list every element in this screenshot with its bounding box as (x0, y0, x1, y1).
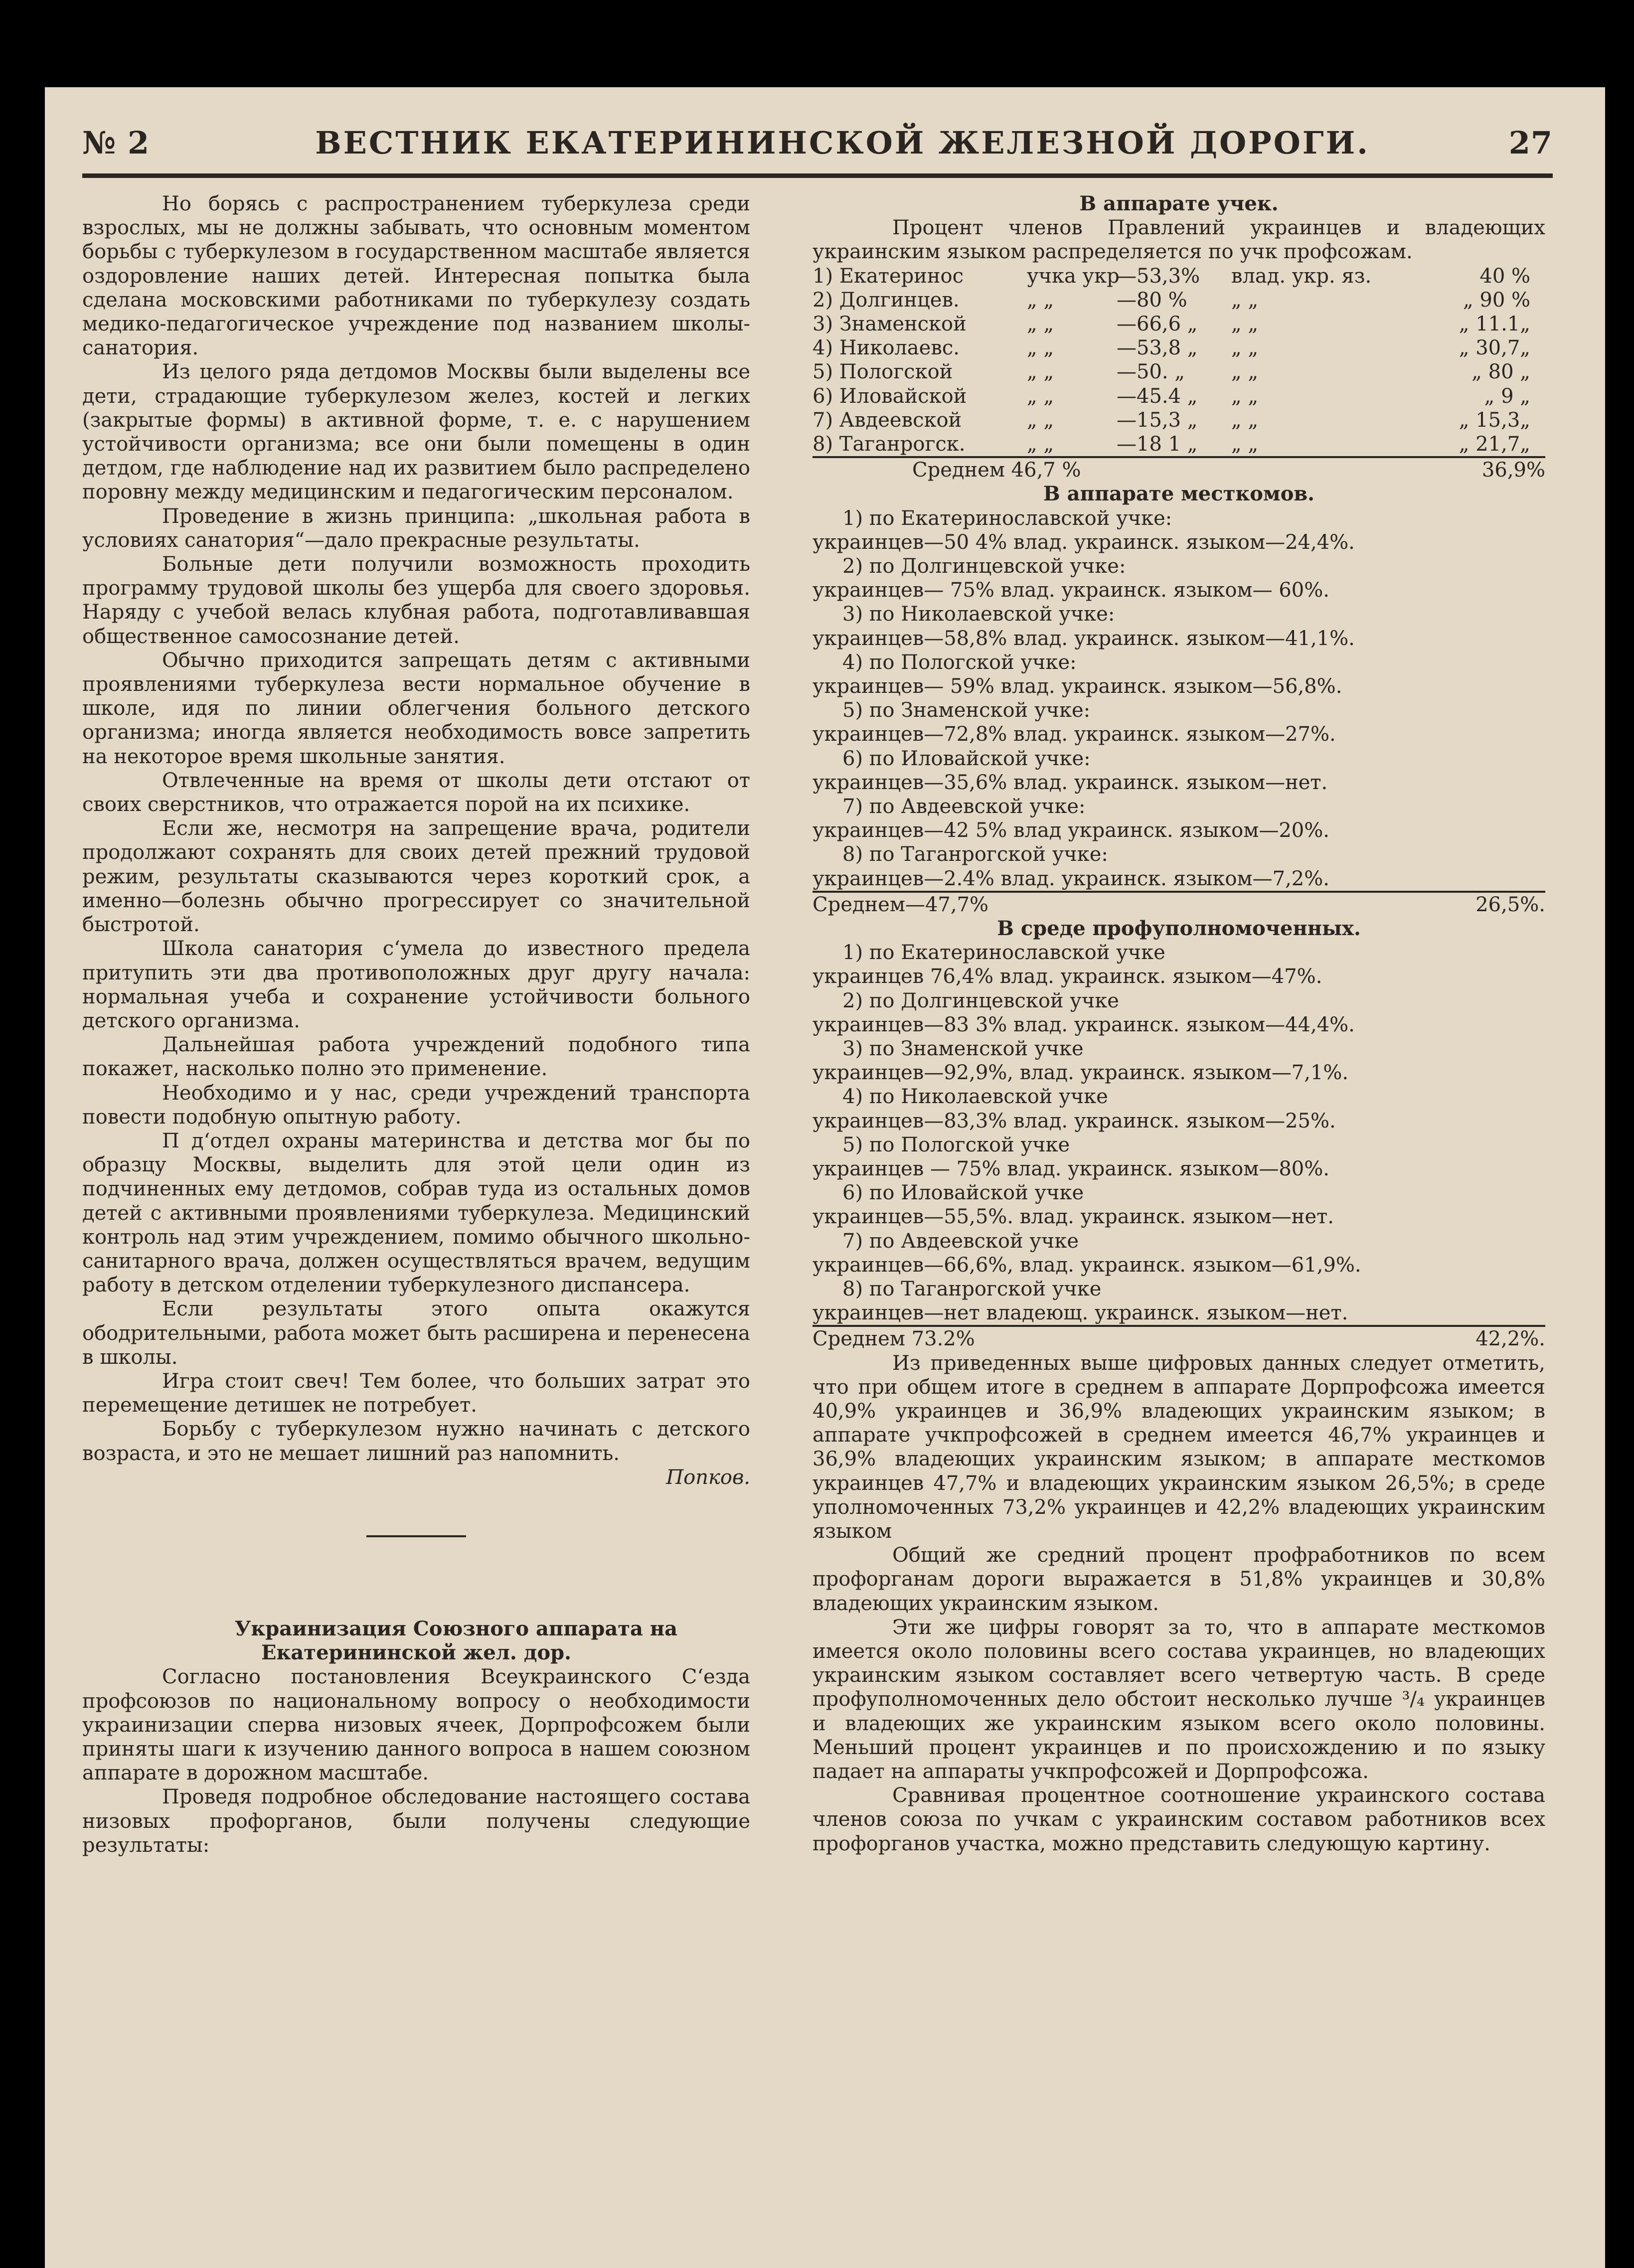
table-row (813, 312, 1545, 336)
list-item-line: украинцев—66,6%, влад. украинск. языком—61,9%. (813, 1253, 1361, 1277)
mestkom-avg-right: 26,5%. (1475, 893, 1545, 916)
table-cell: 3) Знаменской (813, 312, 967, 335)
table-cell: „ „ (1027, 336, 1054, 360)
article-paragraph: Обычно приходится запрещать детям с активными проявлениями туберкулеза вести нормальное обучение в школе, идя по линии облегчения больного детского организма; иногда является необходимость вовсе запретить на некоторое время школьные занятия. (82, 648, 750, 768)
article-paragraph: Проведя подробное обследование настоящего состава низовых профорганов, были получены следующие результаты: (82, 1785, 750, 1857)
table-row (813, 432, 1545, 456)
list-item-line: украинцев—2.4% влад. украинск. языком—7,2%. (813, 867, 1329, 890)
list-item-title: 3) по Знаменской учке (842, 1037, 1084, 1060)
list-item-line: украинцев 76,4% влад. украинск. языком—47%. (813, 965, 1322, 988)
table-cell: —50. „ (1117, 360, 1185, 384)
table-cell: „ „ (1231, 288, 1259, 312)
conclusion-paragraph: Из приведенных выше цифровых данных следует отметить, что при общем итоге в среднем в аппарате Дорпрофсожа имеется 40,9% украинцев и 36,9% владеющих украинским языком; в аппарате учкпрофсожей в среднем имеется 46,7% украинцев и 36,9% владеющих украинским языком; в аппарате месткомов украинцев 47,7% и владеющих украинским языком 26,5%; в среде уполномоченных 73,2% украинцев и 42,2% владеющих украинским языком (813, 1351, 1545, 1543)
table-cell: „ „ (1231, 312, 1259, 335)
list-item-title: 4) по Пологской учке: (842, 650, 1077, 674)
conclusion-paragraph: Общий же средний процент профработников по всем профорганам дороги выражается в 51,8% украинцев и 30,8% владеющих украинским языком. (813, 1544, 1545, 1615)
table-cell: —15,3 „ (1117, 408, 1198, 432)
right-column (813, 192, 1545, 1856)
list-item-title: 6) по Иловайской учке: (842, 747, 1091, 770)
table-cell: 4) Николаевс. (813, 336, 960, 360)
uchek-intro: Процент членов Правлений украинцев и владеющих украинским языком распределяется по учк профсожам. (813, 216, 1545, 264)
article-paragraph: Проведение в жизнь принципа: „школьная работа в условиях санатория“—дало прекрасные результаты. (82, 504, 750, 552)
table-row (813, 408, 1545, 432)
list-item-line: украинцев— 59% влад. украинск. языком—56,8%. (813, 674, 1342, 698)
table-cell: 1) Екатеринос (813, 264, 964, 288)
article-paragraph: Больные дети получили возможность проходить программу трудовой школы без ущерба для своего здоровья. Наряду с учебой велась клубная работа, подготавливавшая общественное самосознание детей. (82, 553, 750, 648)
list-item-line: украинцев—нет владеющ. украинск. языком—нет. (813, 1301, 1348, 1325)
issue-number: № 2 (82, 125, 150, 161)
list-item-title: 1) по Екатеринославской учке: (842, 506, 1172, 530)
uchek-avg-left: Среднем 46,7 % (912, 459, 1081, 482)
list-item-line: украинцев—72,8% влад. украинск. языком—27%. (813, 723, 1336, 746)
list-item-line: украинцев — 75% влад. украинск. языком—80%. (813, 1157, 1329, 1180)
article-paragraph: Отвлеченные на время от школы дети отстают от своих сверстников, что отражается порой на их психике. (82, 769, 750, 816)
article-paragraph: П д‘отдел охраны материнства и детства мог бы по образцу Москвы, выделить для этой цели один из подчиненных ему детдомов, собрав туда из остальных домов детей с активными проявлениями туберкулеза. Медицинский контроль над этим учреждением, помимо обычного школьно-санитарного врача, должен осуществляться врачем, ведущим работу в детском отделении туберкулезного диспансера. (82, 1129, 750, 1297)
list-item-title: 2) по Долгинцевской учке (842, 989, 1119, 1012)
list-item-title: 6) по Иловайской учке (842, 1181, 1084, 1205)
page-content (82, 125, 1553, 2186)
conclusion-paragraph: Сравнивая процентное соотношение украинского состава членов союза по учкам с украинским составом работников всех профорганов участка, можно представить следующую картину. (813, 1784, 1545, 1855)
columns (82, 192, 1553, 2186)
article-paragraph: Борьбу с туберкулезом нужно начинать с детского возраста, и это не мешает лишний раз напомнить. (82, 1418, 750, 1465)
article-paragraph: Дальнейшая работа учреждений подобного типа покажет, насколько полно это применение. (82, 1033, 750, 1081)
table-cell: 8) Таганрогск. (813, 432, 966, 456)
mestkom-avg-left: Среднем—47,7% (813, 893, 989, 916)
table-cell: „ „ (1231, 360, 1259, 384)
article-paragraph: Необходимо и у нас, среди учреждений транспорта повести подобную опытную работу. (82, 1081, 750, 1129)
table-row (813, 336, 1545, 360)
article-paragraph: Если результаты этого опыта окажутся ободрительными, работа может быть расширена и перенесена в школы. (82, 1297, 750, 1369)
table-cell: влад. укр. яз. (1231, 264, 1372, 288)
conclusion-paragraph: Эти же цифры говорят за то, что в аппарате месткомов имеется около половины всего состава украинцев, но владеющих украинским языком составляет всего четвертую часть. В среде профуполномоченных дело обстоит несколько лучше ³/₄ украинцев и владеющих же украинским языком всего около половины. Меньший процент украинцев и по происхождению и по языку падает на аппараты учкпрофсожей и Дорпрофсожа. (813, 1616, 1545, 1783)
table-cell: „ 15,3„ (1459, 408, 1530, 432)
table-cell: 7) Авдеевской (813, 408, 962, 432)
article-paragraph: Из целого ряда детдомов Москвы были выделены все дети, страдающие туберкулезом желез, костей и легких (закрытые формы) в активной форме, т. е. с нарушением устойчивости организма; все они были помещены в один детдом, где наблюдение над их развитием было распределено поровну между медицинским и педагогическим персоналом. (82, 360, 750, 504)
article-separator (366, 1535, 466, 1537)
table-cell: „ „ (1231, 336, 1259, 360)
list-item-title: 8) по Таганрогской учке: (842, 843, 1108, 866)
table-cell: „ „ (1027, 288, 1054, 312)
table-cell: „ „ (1027, 360, 1054, 384)
page-header (82, 125, 1553, 164)
conclusion (813, 1351, 1545, 1856)
table-cell: 5) Пологской (813, 360, 953, 384)
upol-average (813, 1325, 1545, 1351)
list-item-line: украинцев— 75% влад. украинск. языком— 60%. (813, 579, 1329, 602)
list-item-title: 5) по Знаменской учке: (842, 699, 1091, 722)
table-cell: 6) Иловайской (813, 384, 967, 408)
table-cell: „ 90 % (1463, 288, 1530, 312)
list-item-title: 7) по Авдеевской учке (842, 1229, 1079, 1253)
table-cell: „ „ (1231, 432, 1259, 456)
article-title: Украинизация Союзного аппарата на Екатерининской жел. дор. (234, 1617, 678, 1665)
newspaper-title: ВЕСТНИК ЕКАТЕРИНИНСКОЙ ЖЕЛЕЗНОЙ ДОРОГИ. (315, 125, 1370, 161)
table-cell: „ „ (1231, 384, 1259, 408)
author-signature: Попков. (666, 1465, 750, 1489)
table-cell: „ 80 „ (1471, 360, 1530, 384)
list-item-title: 1) по Екатеринославской учке (842, 941, 1165, 965)
table-cell: „ 9 „ (1484, 384, 1530, 408)
table-cell: „ „ (1027, 384, 1054, 408)
ukrainization-article (82, 1665, 750, 1857)
table-row (813, 288, 1545, 312)
page-number: 27 (1508, 125, 1553, 161)
list-item-line: украинцев—58,8% влад. украинск. языком—41,1%. (813, 627, 1355, 650)
article-paragraph: Школа санатория с‘умела до известного предела притупить эти два противоположных друг другу начала: нормальная учеба и сохранение устойчивости больного детского организма. (82, 937, 750, 1032)
list-item-title: 4) по Николаевской учке (842, 1085, 1108, 1109)
left-column (82, 192, 750, 1857)
table-cell: —66,6 „ (1117, 312, 1198, 335)
table-row (813, 264, 1545, 288)
article-paragraph: Согласно постановления Всеукраинского С‘езда профсоюзов по национальному вопросу о необходимости украинизации сперва низовых ячеек, Дорпрофсожем были приняты шаги к изучению данного вопроса в нашем союзном аппарате в дорожном масштабе. (82, 1665, 750, 1785)
table-row (813, 384, 1545, 408)
article-paragraph: Но борясь с распространением туберкулеза среди взрослых, мы не должны забывать, что основным моментом борьбы с туберкулезом в государственном масштабе является оздоровление наших детей. Интересная попытка была сделана московскими работниками по туберкулезу создать медико-педагогическое учреждение под названием школы-санатория. (82, 192, 750, 360)
article-paragraph: Игра стоит свеч! Тем более, что больших затрат это перемещение детишек не потребует. (82, 1369, 750, 1417)
table-cell: „ 21,7„ (1459, 432, 1530, 456)
table-cell: „ „ (1231, 408, 1259, 432)
list-item-title: 5) по Пологской учке (842, 1133, 1070, 1156)
mestkom-heading: В аппарате месткомов. (1043, 482, 1315, 506)
list-item-line: украинцев—35,6% влад. украинск. языком—нет. (813, 771, 1328, 794)
list-item-line: украинцев—83,3% влад. украинск. языком—25%. (813, 1109, 1336, 1133)
uchek-heading: В аппарате учек. (1079, 192, 1279, 215)
list-item-line: украинцев—92,9%, влад. украинск. языком—7,1%. (813, 1061, 1349, 1085)
mestkom-list (813, 506, 1545, 891)
table-cell: „ „ (1027, 312, 1054, 335)
list-item-line: украинцев—50 4% влад. украинск. языком—24,4%. (813, 530, 1355, 554)
upol-avg-left: Среднем 73.2% (813, 1327, 975, 1351)
table-cell: —53,3% (1117, 264, 1200, 288)
list-item-title: 2) по Долгинцевской учке: (842, 554, 1126, 578)
upol-list (813, 941, 1545, 1325)
table-cell: —18 1 „ (1117, 432, 1198, 456)
upol-heading: В среде профуполномоченных. (997, 916, 1361, 940)
mestkom-average (813, 891, 1545, 917)
tuberculosis-article (82, 192, 750, 1465)
list-item-title: 7) по Авдеевской учке: (842, 795, 1086, 818)
list-item-line: украинцев—42 5% влад украинск. языком—20%. (813, 819, 1329, 842)
list-item-line: украинцев—55,5%. влад. украинск. языком—нет. (813, 1205, 1334, 1229)
uchek-avg-right: 36,9% (1481, 459, 1545, 482)
list-item-line: украинцев—83 3% влад. украинск. языком—44,4%. (813, 1013, 1355, 1036)
table-cell: „ „ (1027, 432, 1054, 456)
table-cell: учка укр (1027, 264, 1120, 288)
uchek-average (813, 456, 1545, 482)
table-cell: —53,8 „ (1117, 336, 1198, 360)
header-rule (82, 173, 1553, 178)
table-cell: —80 % (1117, 288, 1187, 312)
upol-avg-right: 42,2%. (1475, 1327, 1545, 1351)
table-row (813, 360, 1545, 384)
table-cell: „ „ (1027, 408, 1054, 432)
list-item-title: 3) по Николаевской учке: (842, 603, 1115, 626)
uchek-table (813, 264, 1545, 457)
list-item-title: 8) по Таганрогской учке (842, 1278, 1102, 1301)
table-cell: —45.4 „ (1117, 384, 1198, 408)
table-cell: 40 % (1479, 264, 1530, 288)
table-cell: „ 11.1„ (1459, 312, 1530, 335)
newspaper-page (45, 87, 1605, 2268)
table-cell: 2) Долгинцев. (813, 288, 960, 312)
table-cell: „ 30,7„ (1459, 336, 1530, 360)
article-paragraph: Если же, несмотря на запрещение врача, родители продолжают сохранять для своих детей прежний трудовой режим, результаты сказываются через короткий срок, а именно—болезнь обычно прогрессирует со значительной быстротой. (82, 817, 750, 937)
